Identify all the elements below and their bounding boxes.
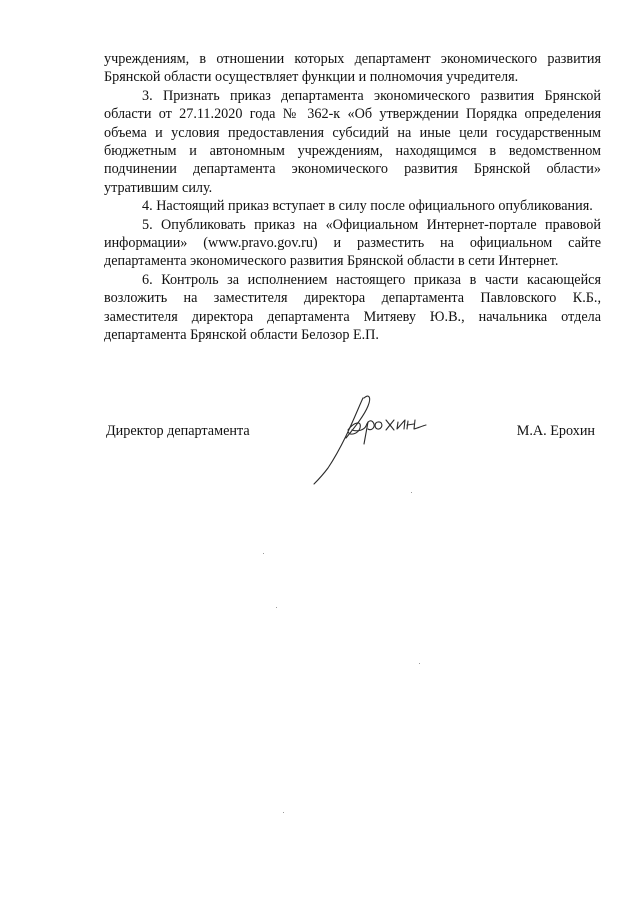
scan-speck	[263, 553, 264, 554]
paragraph-item-3: 3. Признать приказ департамента экономического развития Брянской области от 27.11.2020 года № 362-к «Об утверждении Порядка определения объема и условия предоставления субсидий на иные цели государственным бюджетным и автономным учреждениям, находящимся в ведомственном подчинении департамента экономического развития Брянской области» утратившим силу.	[104, 87, 601, 196]
paragraph-continuation: учреждениям, в отношении которых департамент экономического развития Брянской области осуществляет функции и полномочия учредителя.	[104, 51, 601, 86]
signatory-name: М.А. Ерохин	[516, 423, 595, 439]
paragraph-item-5: 5. Опубликовать приказ на «Официальном Интернет-портале правовой информации» (www.pravo.gov.ru) и разместить на официальном сайте департамента экономического развития Брянской области в сети Интернет.	[104, 216, 601, 270]
scan-speck	[419, 663, 420, 664]
paragraph-item-4: 4. Настоящий приказ вступает в силу после официального опубликования.	[142, 198, 593, 215]
scan-speck	[276, 607, 277, 608]
document-body	[104, 50, 601, 345]
handwritten-signature	[308, 386, 438, 486]
scan-speck	[411, 492, 412, 493]
scan-speck	[283, 812, 284, 813]
signatory-position: Директор департамента	[106, 423, 250, 439]
paragraph-item-6: 6. Контроль за исполнением настоящего приказа в части касающейся возложить на заместителя директора департамента Павловского К.Б., заместителя директора департамента Митяеву Ю.В., начальника отдела департамента Брянской области Белозор Е.П.	[104, 271, 601, 344]
